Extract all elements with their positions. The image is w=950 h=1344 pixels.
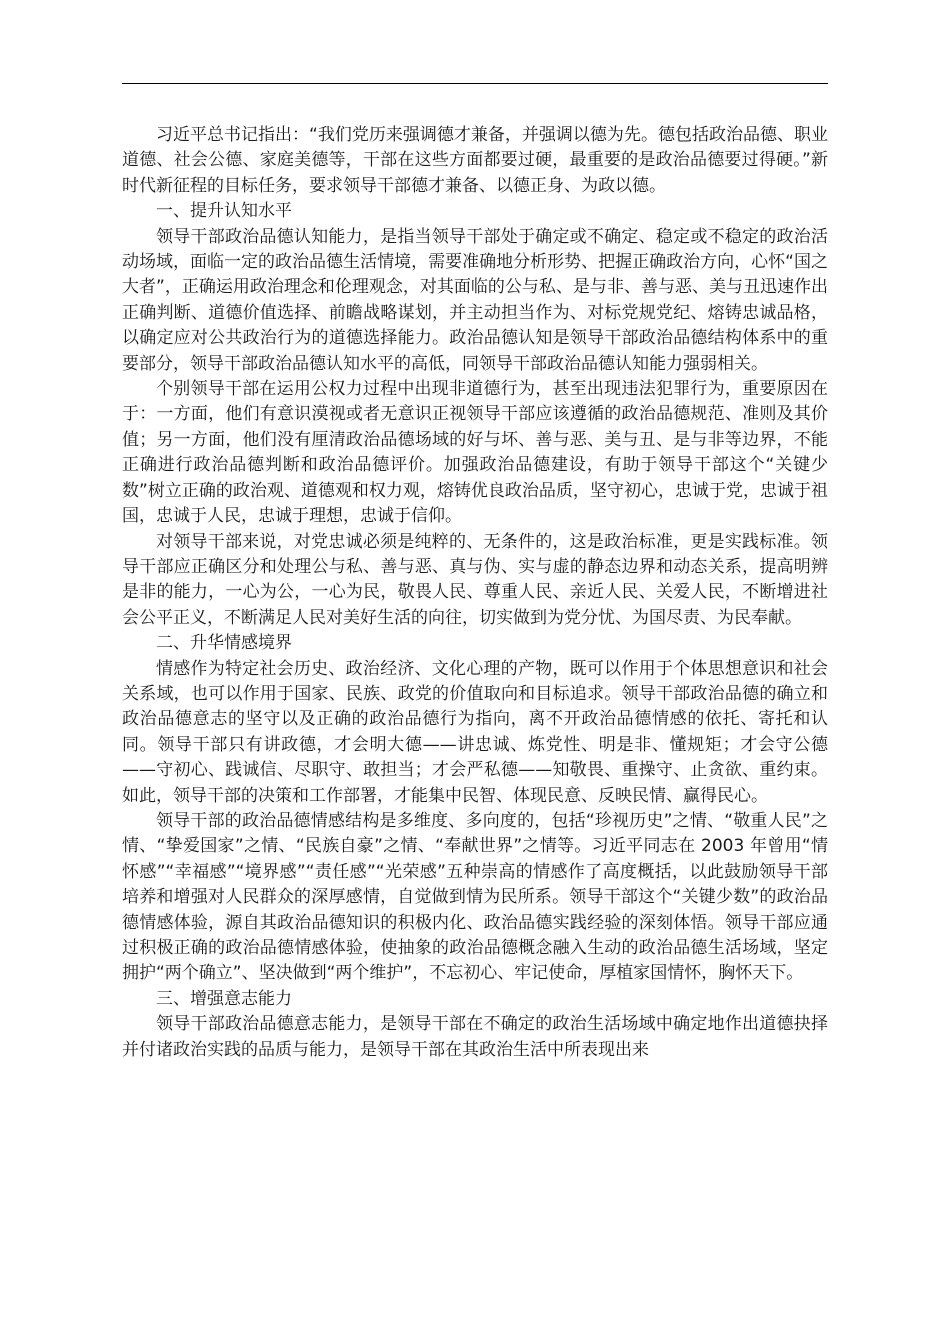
section-heading-2: 二、升华情感境界 xyxy=(156,633,292,654)
body-paragraph: 领导干部政治品德意志能力，是领导干部在不确定的政治生活场域中确定地作出道德抉择并付诸政治实践的品质与能力，是领导干部在其政治生活中所表现出来 xyxy=(122,1014,828,1060)
body-paragraph: 情感作为特定社会历史、政治经济、文化心理的产物，既可以作用于个体思想意识和社会关系域，也可以作用于国家、民族、政党的价值取向和目标追求。领导干部政治品德的确立和政治品德意志的坚守以及正确的政治品德行为指向，离不开政治品德情感的依托、寄托和认同。领导干部只有讲政德，才会明大德——讲忠诚、炼党性、明是非、懂规矩；才会守公德——守初心、践诚信、尽职守、敢担当；才会严私德——知敬畏、重操守、止贪欲、重约束。如此，领导干部的决策和工作部署，才能集中民智、体现民意、反映民情、赢得民心。 xyxy=(122,658,828,806)
header-rule xyxy=(122,83,828,84)
body-paragraph: 领导干部的政治品德情感结构是多维度、多向度的，包括“珍视历史”之情、“敬重人民”之情、“挚爱国家”之情、“民族自豪”之情、“奉献世界”之情等。习近平同志在 2003 年曾用“情怀感”“幸福感”“境界感”“责任感”“光荣感”五种崇高的情感作了高度概括，以此鼓励领导干部培养和增强对人民群众的深厚感情，自觉做到情为民所系。领导干部这个“关键少数”的政治品德情感体验，源自其政治品德知识的积极内化、政治品德实践经验的深刻体悟。领导干部应通过积极正确的政治品德情感体验，使抽象的政治品德概念融入生动的政治品德生活场域，坚定拥护“两个确立”、坚决做到“两个维护”，不忘初心、牢记使命，厚植家国情怀，胸怀天下。 xyxy=(122,810,828,984)
body-paragraph: 领导干部政治品德认知能力，是指当领导干部处于确定或不确定、稳定或不稳定的政治活动场域，面临一定的政治品德生活情境，需要准确地分析形势、把握正确政治方向，心怀“国之大者”，正确运用政治理念和伦理观念，对其面临的公与私、是与非、善与恶、美与丑迅速作出正确判断、道德价值选择、前瞻战略谋划，并主动担当作为、对标党规党纪、熔铸忠诚品格，以确定应对公共政治行为的道德选择能力。政治品德认知是领导干部政治品德结构体系中的重要部分，领导干部政治品德认知水平的高低，同领导干部政治品德认知能力强弱相关。 xyxy=(122,226,828,374)
document-body xyxy=(122,123,828,1063)
section-heading-1: 一、提升认知水平 xyxy=(156,201,292,222)
intro-paragraph: 习近平总书记指出：“我们党历来强调德才兼备，并强调以德为先。德包括政治品德、职业道德、社会公德、家庭美德等，干部在这些方面都要过硬，最重要的是政治品德要过得硬。”新时代新征程的目标任务，要求领导干部德才兼备、以德正身、为政以德。 xyxy=(122,125,828,196)
body-paragraph: 对领导干部来说，对党忠诚必须是纯粹的、无条件的，这是政治标准，更是实践标准。领导干部应正确区分和处理公与私、善与恶、真与伪、实与虚的静态边界和动态关系，提高明辨是非的能力，一心为公，一心为民，敬畏人民、尊重人民、亲近人民、关爱人民，不断增进社会公平正义，不断满足人民对美好生活的向往，切实做到为党分忧、为国尽责、为民奉献。 xyxy=(122,531,828,628)
body-paragraph: 个别领导干部在运用公权力过程中出现非道德行为，甚至出现违法犯罪行为，重要原因在于：一方面，他们有意识漠视或者无意识正视领导干部应该遵循的政治品德规范、准则及其价值；另一方面，他们没有厘清政治品德场域的好与坏、善与恶、美与丑、是与非等边界，不能正确进行政治品德判断和政治品德评价。加强政治品德建设，有助于领导干部这个“关键少数”树立正确的政治观、道德观和权力观，熔铸优良政治品质，坚守初心，忠诚于党，忠诚于祖国，忠诚于人民，忠诚于理想，忠诚于信仰。 xyxy=(122,379,828,527)
section-heading-3: 三、增强意志能力 xyxy=(156,988,292,1009)
